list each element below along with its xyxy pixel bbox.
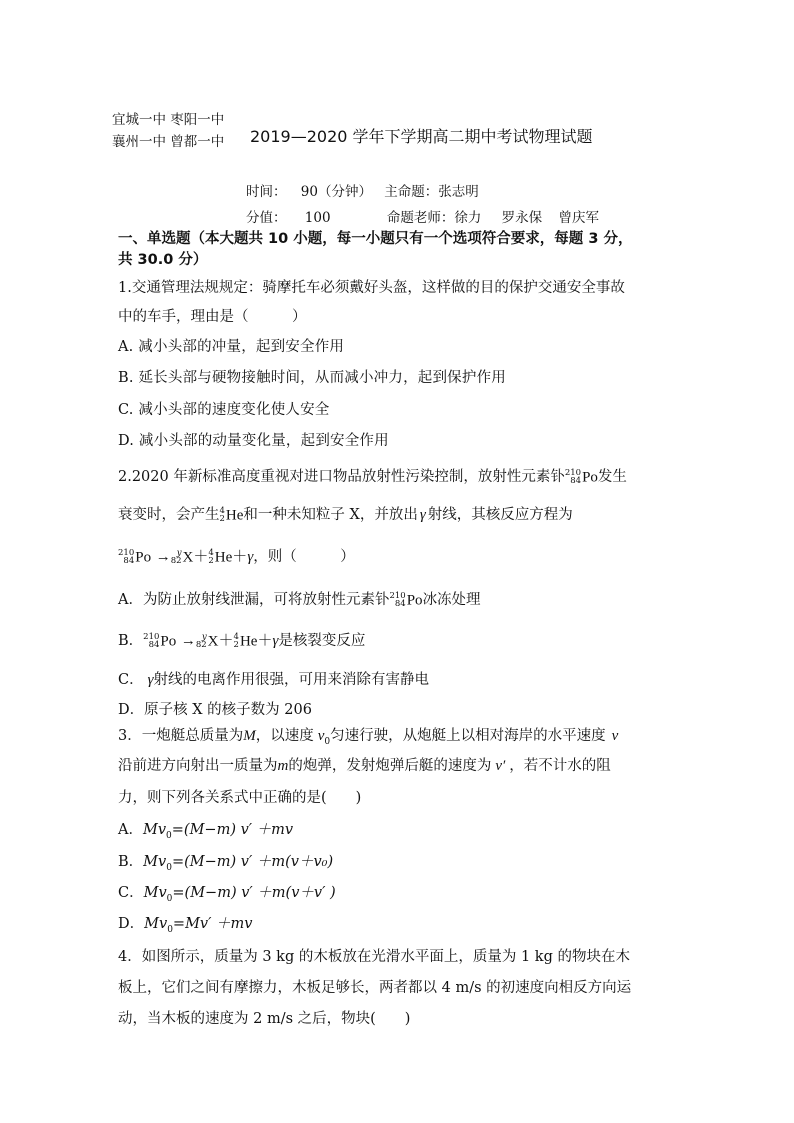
eq-x-charge: 82: [170, 556, 182, 566]
he-mass: 4: [219, 505, 225, 516]
time-label: 时间：: [246, 184, 287, 200]
opt-a-po-charge: 84: [394, 599, 406, 609]
q3-opt-b-lhs: Mv: [143, 854, 167, 870]
q2-opt-b-tail: 是核裂变反应: [278, 633, 366, 649]
q3-v0-sub: 0: [324, 736, 331, 747]
q4-line-3: 动，当木板的速度为 2 m/s 之后，物块( ): [118, 1011, 411, 1027]
q1-stem-line-2: 中的车手，理由是（ ）: [118, 309, 307, 325]
po-mass: 210: [564, 467, 582, 478]
q3-option-a: A．$Mv_0=(M-m)$ v′ ＋mv: [118, 822, 294, 841]
eq-gamma: γ: [247, 549, 254, 565]
q2-opt-a-tail: 冰冻处理: [422, 592, 481, 608]
eq-x-mass: y: [176, 547, 182, 558]
opt-a-po-mass: 210: [389, 590, 406, 601]
opt-b-x-mass: y: [201, 631, 207, 642]
he-symbol: He: [225, 507, 244, 523]
q3-opt-a-rhs: =(M−m) v′ ＋mv: [171, 822, 294, 838]
q3-stem-1a: 3．一炮艇总质量为: [118, 728, 244, 744]
q3-stem-line-1: [118, 724, 618, 747]
q2-stem-1b: 发生: [597, 469, 627, 485]
q3-stem-2a: 沿前进方向射出一质量为: [118, 758, 278, 774]
time-value: 90（分钟）: [300, 184, 372, 200]
schools-line-1: 宜城一中 枣阳一中: [112, 112, 225, 128]
setter-label: 主命题：张志明: [384, 184, 479, 200]
q2-stem-line-2: [118, 503, 573, 524]
q3-stem-2b: 的炮弹，发射炮弹后艇的速度为: [288, 758, 492, 774]
eq-he-symbol: He: [214, 549, 233, 565]
eq-he-mass: 4: [208, 547, 214, 558]
eq-he-charge: 2: [208, 556, 214, 566]
q3-opt-c-label: C．: [118, 885, 144, 901]
q3-vprime: v′: [495, 758, 506, 774]
q3-opt-a-lhs: Mv: [142, 822, 167, 838]
score-value: 100: [304, 210, 331, 226]
score-info: [246, 206, 599, 226]
q3-stem-line-3: 力，则下列各关系式中正确的是( ): [118, 790, 362, 806]
q2-opt-c-text: 射线的电离作用很强，可用来消除有害静电: [153, 672, 430, 688]
q3-opt-d-rhs: =Mv′ ＋mv: [172, 916, 253, 932]
q3-v0: v: [317, 728, 325, 744]
opt-b-gamma: γ: [272, 633, 279, 649]
section-heading-line-1: 一、单选题（本大题共 10 小题，每一小题只有一个选项符合要求，每题 3 分，: [118, 231, 633, 247]
q2-opt-c-label: C．: [118, 672, 144, 688]
eq-po-symbol: Po: [135, 549, 152, 565]
q2-opt-b-label: B．: [118, 633, 144, 649]
q2-stem-2a: 衰变时，会产生: [118, 507, 220, 523]
teachers-label: 命题老师：徐力: [386, 210, 482, 226]
q2-option-d: D．原子核 X 的核子数为 206: [118, 702, 312, 718]
opt-b-he-mass: 4: [233, 631, 239, 642]
po-nuclide: [565, 469, 598, 487]
q2-stem-2c: 射线，其核反应方程为: [427, 507, 573, 523]
q4-line-1: 4．如图所示，质量为 3 kg 的木板放在光滑水平面上，质量为 1 kg 的物块在木: [118, 949, 630, 965]
score-label: 分值：: [246, 210, 287, 226]
q3-option-d: D．$Mv_0=Mv' +mv$: [118, 916, 253, 935]
po-symbol: Po: [582, 469, 598, 485]
po-charge: 84: [570, 476, 582, 486]
q3-stem-line-2: [118, 754, 611, 775]
opt-b-x-symbol: X: [207, 633, 219, 649]
q1-option-d: D. 减小头部的动量变化量，起到安全作用: [118, 433, 389, 449]
q3-opt-c-lhs: Mv: [143, 885, 167, 901]
q2-stem-line-1: [118, 465, 627, 486]
q1-option-a: A. 减小头部的冲量，起到安全作用: [118, 339, 345, 355]
teacher-3: 曾庆军: [558, 210, 599, 226]
opt-b-x-charge: 82: [195, 640, 207, 650]
opt-b-he-charge: 2: [233, 640, 239, 650]
opt-b-po-charge: 84: [148, 640, 160, 650]
he-nuclide: [220, 507, 244, 525]
q3-opt-b-rhs: =(M−m) v′ ＋m(v＋v₀): [171, 854, 334, 870]
gamma-symbol: γ: [419, 507, 426, 523]
q2-option-b: B． 210 84 Po → y 82 X＋ 4 2 He＋γ是核裂变反应: [118, 631, 366, 650]
q3-opt-c-rhs: =(M−m) v′ ＋m(v＋v′ ): [172, 885, 336, 901]
eq-x-symbol: X: [182, 549, 194, 565]
q2-stem-1a: 2.2020 年新标准高度重视对进口物品放射性污染控制，放射性元素钋: [118, 469, 565, 485]
q3-opt-b-label: B．: [118, 854, 144, 870]
q2-option-a: [118, 588, 481, 609]
q3-M: M: [243, 728, 256, 744]
q1-option-b: B. 延长头部与硬物接触时间，从而减小冲力，起到保护作用: [118, 370, 506, 386]
q3-opt-d-label: D．: [118, 916, 145, 932]
q3-stem-1c: 匀速行驶，从炮艇上以相对海岸的水平速度: [330, 728, 606, 744]
eq-po-mass: 210: [118, 547, 135, 558]
q3-option-b: B．$Mv_0=(M-m)$ v′ ＋m(v＋v₀): [118, 854, 334, 873]
eq-po-charge: 84: [123, 556, 135, 566]
teacher-2: 罗永保: [501, 210, 543, 226]
opt-a-po-symbol: Po: [406, 592, 423, 608]
q3-stem-2c: ，若不计水的阻: [509, 758, 611, 774]
q2-eq-tail: ，则（ ）: [253, 549, 355, 565]
q4-line-2: 板上，它们之间有摩擦力，木板足够长，两者都以 4 m/s 的初速度向相反方向运: [118, 980, 632, 996]
time-info: [246, 180, 479, 200]
q2-equation: 210 84 Po → y 82 X＋ 4 2 He＋γ，则（ ）: [118, 547, 355, 566]
q2-option-c: [118, 668, 429, 689]
q1-stem-line-1: 1.交通管理法规规定：骑摩托车必须戴好头盔，这样做的目的保护交通安全事故: [118, 280, 625, 296]
he-charge: 2: [219, 514, 225, 524]
q2-stem-2b: 和一种未知粒子 X，并放出: [243, 507, 418, 523]
q2-opt-a-text: A．为防止放射线泄漏，可将放射性元素钋: [118, 592, 390, 608]
q3-opt-d-lhs: Mv: [144, 916, 168, 932]
q1-option-c: C. 减小头部的速度变化使人安全: [118, 402, 330, 418]
opt-b-po-symbol: Po: [160, 633, 177, 649]
q3-v: v: [611, 728, 619, 744]
q3-option-c: C．$Mv_0=(M-m)$ v′ ＋m(v＋v′ ): [118, 885, 336, 904]
q3-m: m: [277, 758, 289, 774]
q3-opt-a-label: A．: [118, 822, 143, 838]
schools-line-2: 襄州一中 曾都一中: [112, 134, 225, 150]
reaction-arrow-icon: →: [155, 549, 171, 565]
opt-b-he-symbol: He: [239, 633, 258, 649]
q3-stem-1b: ，以速度: [255, 728, 314, 744]
section-heading-line-2: 共 30.0 分）: [118, 252, 208, 268]
exam-title: 2019—2020 学年下学期高二期中考试物理试题: [250, 127, 593, 146]
opt-b-po-mass: 210: [143, 631, 160, 642]
opt-c-gamma: γ: [147, 672, 154, 688]
